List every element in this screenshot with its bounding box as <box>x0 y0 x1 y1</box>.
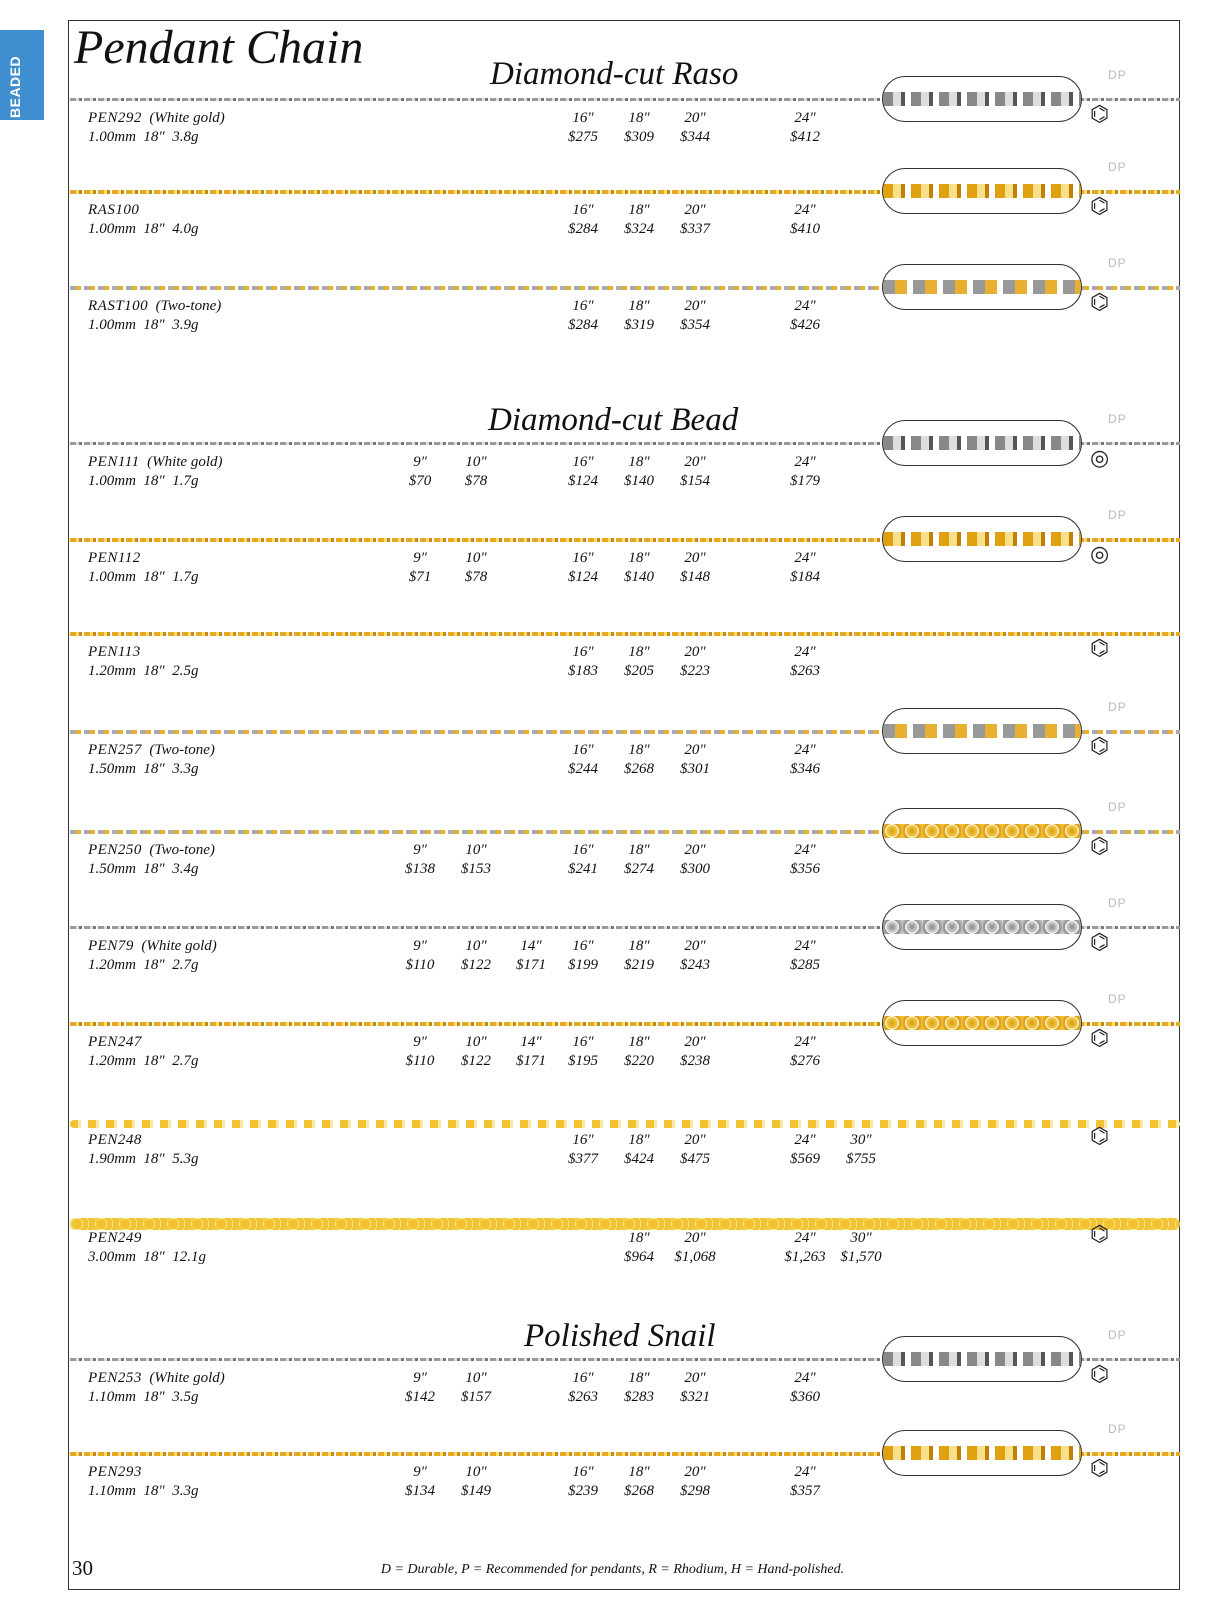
chain-length: 16" <box>572 550 594 566</box>
spring-ring-clasp-icon: ◎ <box>1090 446 1110 471</box>
price-cell <box>770 1033 840 1071</box>
price-cell <box>660 1033 730 1071</box>
chain-length: 10" <box>465 454 487 470</box>
dp-badge: DP <box>1108 1422 1127 1436</box>
product-sku: PEN293 <box>88 1464 142 1480</box>
chain-length: 10" <box>465 938 487 954</box>
chain-price: $298 <box>680 1483 710 1499</box>
chain-price: $219 <box>624 957 654 973</box>
price-cell <box>770 741 840 779</box>
chain-price: $263 <box>790 663 820 679</box>
chain-closeup-detail <box>883 1352 1081 1366</box>
chain-length: 16" <box>572 1034 594 1050</box>
product-sku: PEN253 <box>88 1370 142 1386</box>
price-cell <box>441 1463 511 1501</box>
chain-price: $357 <box>790 1483 820 1499</box>
price-cell <box>660 297 730 335</box>
chain-closeup-detail <box>883 1016 1081 1030</box>
price-cell <box>770 643 840 681</box>
chain-price: $276 <box>790 1053 820 1069</box>
chain-price: $140 <box>624 473 654 489</box>
product-spec: 1.00mm 18" 1.7g <box>88 473 199 489</box>
chain-length: 16" <box>572 202 594 218</box>
lobster-clasp-icon: ⌬ <box>1090 102 1110 127</box>
dp-badge: DP <box>1108 992 1127 1006</box>
dp-badge: DP <box>1108 896 1127 910</box>
chain-length: 14" <box>520 1034 542 1050</box>
chain-length: 10" <box>465 1034 487 1050</box>
chain-length: 9" <box>413 550 427 566</box>
chain-closeup-detail <box>883 1446 1081 1460</box>
chain-length: 24" <box>794 644 816 660</box>
chain-closeup-detail <box>883 532 1081 546</box>
chain-length: 18" <box>628 110 650 126</box>
chain-length: 16" <box>572 938 594 954</box>
chain-length: 16" <box>572 1464 594 1480</box>
product-sku: PEN248 <box>88 1132 142 1148</box>
chain-closeup <box>882 904 1082 950</box>
product-info <box>88 453 223 491</box>
chain-length: 18" <box>628 298 650 314</box>
chain-price: $124 <box>568 473 598 489</box>
product-spec: 1.20mm 18" 2.7g <box>88 957 199 973</box>
dp-badge: DP <box>1108 800 1127 814</box>
chain-price: $1,570 <box>840 1249 882 1265</box>
chain-price: $78 <box>464 473 488 489</box>
lobster-clasp-icon: ⌬ <box>1090 1362 1110 1387</box>
price-cell <box>660 1463 730 1501</box>
chain-length: 14" <box>520 938 542 954</box>
price-cell <box>770 937 840 975</box>
chain-closeup-detail <box>883 724 1081 738</box>
chain-closeup-detail <box>883 92 1081 106</box>
chain-price: $324 <box>624 221 654 237</box>
price-cell <box>660 201 730 239</box>
page-number: 30 <box>72 1556 93 1580</box>
product-sku: PEN112 <box>88 550 141 566</box>
chain-price: $964 <box>624 1249 654 1265</box>
chain-length: 10" <box>465 842 487 858</box>
product-spec: 1.20mm 18" 2.5g <box>88 663 199 679</box>
price-cell <box>660 1369 730 1407</box>
section-title-bead: Diamond-cut Bead <box>488 402 739 438</box>
chain-length: 16" <box>572 1370 594 1386</box>
chain-length: 24" <box>794 454 816 470</box>
chain-length: 20" <box>684 110 706 126</box>
product-sku: PEN247 <box>88 1034 142 1050</box>
chain-length: 18" <box>628 1370 650 1386</box>
chain-price: $171 <box>516 957 546 973</box>
product-sku: PEN257 <box>88 742 142 758</box>
price-cell <box>660 643 730 681</box>
price-cell <box>441 1369 511 1407</box>
price-cell <box>660 109 730 147</box>
product-sku: RAST100 <box>88 298 149 314</box>
chain-closeup <box>882 516 1082 562</box>
chain-price: $110 <box>405 1053 435 1069</box>
chain-price: $284 <box>568 221 598 237</box>
chain-price: $124 <box>568 569 598 585</box>
dp-badge: DP <box>1108 412 1127 426</box>
chain-length: 9" <box>413 938 427 954</box>
price-cell <box>660 453 730 491</box>
chain-price: $244 <box>568 761 598 777</box>
chain-closeup <box>882 808 1082 854</box>
chain-length: 20" <box>684 938 706 954</box>
chain-price: $241 <box>568 861 598 877</box>
chain-price: $183 <box>568 663 598 679</box>
chain-length: 18" <box>628 1132 650 1148</box>
chain-price: $110 <box>405 957 435 973</box>
chain-price: $1,263 <box>784 1249 826 1265</box>
dp-badge: DP <box>1108 160 1127 174</box>
chain-price: $184 <box>790 569 820 585</box>
chain-length: 20" <box>684 1464 706 1480</box>
chain-length: 20" <box>684 1230 706 1246</box>
chain-price: $426 <box>790 317 820 333</box>
product-info <box>88 1229 206 1267</box>
chain-length: 16" <box>572 110 594 126</box>
chain-price: $1,068 <box>674 1249 716 1265</box>
chain-length: 24" <box>794 298 816 314</box>
price-cell <box>826 1131 896 1169</box>
chain-price: $78 <box>464 569 488 585</box>
chain-price: $309 <box>624 129 654 145</box>
chain-price: $354 <box>680 317 710 333</box>
legend-footnote <box>0 1562 1213 1578</box>
lobster-clasp-icon: ⌬ <box>1090 194 1110 219</box>
chain-length: 9" <box>413 1370 427 1386</box>
chain-length: 9" <box>413 1034 427 1050</box>
product-info <box>88 109 225 147</box>
product-spec: 1.50mm 18" 3.3g <box>88 761 199 777</box>
chain-length: 24" <box>794 742 816 758</box>
chain-length: 24" <box>794 202 816 218</box>
chain-length: 24" <box>794 1034 816 1050</box>
chain-closeup <box>882 1000 1082 1046</box>
product-note: (White gold) <box>141 110 225 126</box>
chain-closeup <box>882 168 1082 214</box>
price-cell <box>441 549 511 587</box>
product-spec: 1.90mm 18" 5.3g <box>88 1151 199 1167</box>
chain-length: 18" <box>628 842 650 858</box>
chain-length: 24" <box>794 550 816 566</box>
chain-price: $140 <box>624 569 654 585</box>
lobster-clasp-icon: ⌬ <box>1090 1222 1110 1247</box>
chain-price: $263 <box>568 1389 598 1405</box>
price-cell <box>441 841 511 879</box>
product-info <box>88 549 198 587</box>
chain-price: $356 <box>790 861 820 877</box>
chain-closeup-detail <box>883 184 1081 198</box>
price-cell <box>441 453 511 491</box>
price-cell <box>826 1229 896 1267</box>
chain-price: $275 <box>568 129 598 145</box>
chain-length: 16" <box>572 1132 594 1148</box>
chain-price: $138 <box>405 861 435 877</box>
section-title-raso: Diamond-cut Raso <box>490 56 739 92</box>
chain-price: $149 <box>461 1483 491 1499</box>
chain-price: $475 <box>680 1151 710 1167</box>
product-spec: 1.00mm 18" 4.0g <box>88 221 199 237</box>
lobster-clasp-icon: ⌬ <box>1090 1456 1110 1481</box>
product-info <box>88 741 215 779</box>
dp-badge: DP <box>1108 256 1127 270</box>
chain-length: 24" <box>794 110 816 126</box>
chain-closeup <box>882 708 1082 754</box>
chain-price: $220 <box>624 1053 654 1069</box>
chain-length: 24" <box>794 1464 816 1480</box>
price-cell <box>660 741 730 779</box>
chain-price: $268 <box>624 1483 654 1499</box>
chain-length: 20" <box>684 1132 706 1148</box>
chain-price: $274 <box>624 861 654 877</box>
chain-length: 18" <box>628 938 650 954</box>
product-sku: PEN111 <box>88 454 140 470</box>
chain-price: $319 <box>624 317 654 333</box>
chain-price: $344 <box>680 129 710 145</box>
side-tab-label: BEADED <box>7 55 23 118</box>
chain-price: $238 <box>680 1053 710 1069</box>
chain-length: 18" <box>628 550 650 566</box>
chain-length: 20" <box>684 550 706 566</box>
product-sku: RAS100 <box>88 202 140 218</box>
chain-price: $377 <box>568 1151 598 1167</box>
page-title: Pendant Chain <box>74 21 364 74</box>
chain-price: $321 <box>680 1389 710 1405</box>
chain-price: $148 <box>680 569 710 585</box>
chain-length: 24" <box>794 1370 816 1386</box>
product-spec: 1.00mm 18" 3.8g <box>88 129 199 145</box>
chain-closeup <box>882 1430 1082 1476</box>
lobster-clasp-icon: ⌬ <box>1090 834 1110 859</box>
chain-length: 18" <box>628 1230 650 1246</box>
chain-closeup-detail <box>883 824 1081 838</box>
chain-price: $755 <box>846 1151 876 1167</box>
chain-price: $300 <box>680 861 710 877</box>
chain-closeup <box>882 264 1082 310</box>
product-note: (Two-tone) <box>141 842 215 858</box>
dp-badge: DP <box>1108 68 1127 82</box>
chain-price: $71 <box>408 569 432 585</box>
chain-length: 20" <box>684 1034 706 1050</box>
chain-length: 24" <box>794 842 816 858</box>
product-note: (Two-tone) <box>148 298 222 314</box>
lobster-clasp-icon: ⌬ <box>1090 734 1110 759</box>
chain-price: $153 <box>461 861 491 877</box>
chain-length: 30" <box>850 1230 872 1246</box>
chain-length: 20" <box>684 202 706 218</box>
chain-price: $337 <box>680 221 710 237</box>
chain-length: 18" <box>628 644 650 660</box>
product-info <box>88 1131 198 1169</box>
chain-length: 20" <box>684 842 706 858</box>
dp-badge: DP <box>1108 508 1127 522</box>
side-tab <box>0 0 40 150</box>
chain-price: $142 <box>405 1389 435 1405</box>
chain-price: $179 <box>790 473 820 489</box>
chain-closeup <box>882 76 1082 122</box>
price-cell <box>660 1131 730 1169</box>
spring-ring-clasp-icon: ◎ <box>1090 542 1110 567</box>
product-sku: PEN249 <box>88 1230 142 1246</box>
product-note: (White gold) <box>141 1370 225 1386</box>
chain-length: 20" <box>684 1370 706 1386</box>
chain-price: $569 <box>790 1151 820 1167</box>
chain-closeup <box>882 1336 1082 1382</box>
chain-length: 20" <box>684 644 706 660</box>
chain-length: 16" <box>572 742 594 758</box>
price-cell <box>660 937 730 975</box>
product-note: (Two-tone) <box>141 742 215 758</box>
chain-length: 16" <box>572 454 594 470</box>
chain-image <box>70 1120 1180 1128</box>
product-info <box>88 1369 225 1407</box>
lobster-clasp-icon: ⌬ <box>1090 930 1110 955</box>
chain-closeup-detail <box>883 920 1081 934</box>
product-info <box>88 841 215 879</box>
chain-length: 18" <box>628 454 650 470</box>
product-info <box>88 1463 198 1501</box>
lobster-clasp-icon: ⌬ <box>1090 290 1110 315</box>
price-cell <box>770 841 840 879</box>
price-cell <box>660 1229 730 1267</box>
product-spec: 1.20mm 18" 2.7g <box>88 1053 199 1069</box>
price-cell <box>770 1369 840 1407</box>
price-cell <box>770 1463 840 1501</box>
product-spec: 1.50mm 18" 3.4g <box>88 861 199 877</box>
chain-closeup-detail <box>883 436 1081 450</box>
product-info <box>88 937 217 975</box>
chain-length: 9" <box>413 454 427 470</box>
chain-price: $283 <box>624 1389 654 1405</box>
product-spec: 1.10mm 18" 3.5g <box>88 1389 199 1405</box>
chain-price: $301 <box>680 761 710 777</box>
lobster-clasp-icon: ⌬ <box>1090 1026 1110 1051</box>
chain-price: $268 <box>624 761 654 777</box>
chain-length: 10" <box>465 1464 487 1480</box>
chain-price: $205 <box>624 663 654 679</box>
product-spec: 1.00mm 18" 3.9g <box>88 317 199 333</box>
price-cell <box>770 549 840 587</box>
chain-price: $239 <box>568 1483 598 1499</box>
chain-price: $195 <box>568 1053 598 1069</box>
chain-price: $410 <box>790 221 820 237</box>
chain-closeup-detail <box>883 280 1081 294</box>
chain-closeup <box>882 420 1082 466</box>
chain-price: $154 <box>680 473 710 489</box>
chain-price: $134 <box>405 1483 435 1499</box>
chain-price: $284 <box>568 317 598 333</box>
lobster-clasp-icon: ⌬ <box>1090 1124 1110 1149</box>
product-info <box>88 1033 198 1071</box>
price-cell <box>770 297 840 335</box>
price-cell <box>770 453 840 491</box>
chain-image <box>70 632 1180 636</box>
product-spec: 3.00mm 18" 12.1g <box>88 1249 206 1265</box>
product-sku: PEN79 <box>88 938 134 954</box>
chain-length: 16" <box>572 298 594 314</box>
chain-price: $157 <box>461 1389 491 1405</box>
chain-length: 16" <box>572 842 594 858</box>
chain-length: 9" <box>413 1464 427 1480</box>
chain-length: 18" <box>628 742 650 758</box>
product-note: (White gold) <box>133 938 217 954</box>
product-spec: 1.10mm 18" 3.3g <box>88 1483 199 1499</box>
chain-length: 24" <box>794 938 816 954</box>
product-info <box>88 201 198 239</box>
price-cell <box>660 841 730 879</box>
chain-length: 18" <box>628 202 650 218</box>
legend-text: D = Durable, P = Recommended for pendants, R = Rhodium, H = Hand-polished. <box>380 1562 845 1577</box>
product-note: (White gold) <box>139 454 223 470</box>
chain-price: $122 <box>461 957 491 973</box>
chain-length: 18" <box>628 1034 650 1050</box>
product-spec: 1.00mm 18" 1.7g <box>88 569 199 585</box>
chain-price: $199 <box>568 957 598 973</box>
product-sku: PEN292 <box>88 110 142 126</box>
price-cell <box>770 201 840 239</box>
product-info <box>88 297 221 335</box>
product-sku: PEN250 <box>88 842 142 858</box>
lobster-clasp-icon: ⌬ <box>1090 636 1110 661</box>
chain-price: $171 <box>516 1053 546 1069</box>
chain-length: 20" <box>684 454 706 470</box>
dp-badge: DP <box>1108 1328 1127 1342</box>
chain-price: $122 <box>461 1053 491 1069</box>
chain-length: 24" <box>794 1132 816 1148</box>
product-sku: PEN113 <box>88 644 141 660</box>
chain-length: 20" <box>684 742 706 758</box>
chain-price: $412 <box>790 129 820 145</box>
chain-price: $346 <box>790 761 820 777</box>
chain-price: $424 <box>624 1151 654 1167</box>
chain-length: 30" <box>850 1132 872 1148</box>
chain-length: 20" <box>684 298 706 314</box>
chain-price: $285 <box>790 957 820 973</box>
chain-price: $223 <box>680 663 710 679</box>
chain-length: 10" <box>465 550 487 566</box>
chain-length: 16" <box>572 644 594 660</box>
dp-badge: DP <box>1108 700 1127 714</box>
chain-length: 18" <box>628 1464 650 1480</box>
price-cell <box>660 549 730 587</box>
chain-length: 24" <box>794 1230 816 1246</box>
chain-price: $70 <box>408 473 432 489</box>
product-info <box>88 643 198 681</box>
chain-price: $360 <box>790 1389 820 1405</box>
chain-length: 10" <box>465 1370 487 1386</box>
price-cell <box>770 109 840 147</box>
chain-price: $243 <box>680 957 710 973</box>
section-title-snail: Polished Snail <box>524 1318 716 1354</box>
chain-length: 9" <box>413 842 427 858</box>
